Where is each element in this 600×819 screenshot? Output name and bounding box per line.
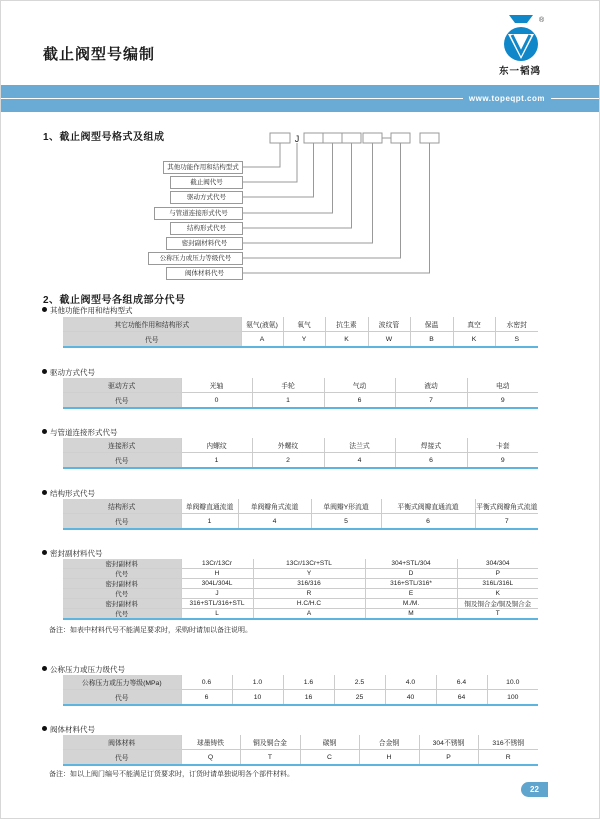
brand-name: 东一韬鸿 bbox=[498, 66, 541, 77]
table-row bbox=[63, 453, 538, 468]
diagram-label: 密封副材料代号 bbox=[166, 237, 243, 250]
table-cell: 铜及铜合金/铜及铜合金 bbox=[457, 599, 538, 609]
table-cell: 316L/316L bbox=[457, 579, 538, 589]
table-bullet-heading: 密封副材料代号 bbox=[42, 548, 103, 559]
diagram-label: 其他功能作用和结构型式 bbox=[163, 161, 243, 174]
table-cell: 6 bbox=[395, 453, 467, 468]
table-row bbox=[63, 569, 538, 579]
table-cell: 316不锈钢 bbox=[478, 735, 538, 750]
table-cell: 40 bbox=[385, 690, 436, 705]
table-cell: 内螺纹 bbox=[181, 438, 252, 453]
banner-rule-right bbox=[551, 98, 600, 99]
table-row bbox=[63, 332, 538, 347]
table-cell: 平衡式阀瓣直通流道 bbox=[381, 499, 475, 514]
row-header-cell: 密封副材料 bbox=[63, 599, 181, 609]
table-cell: R bbox=[253, 589, 365, 599]
model-code-box bbox=[270, 133, 290, 143]
table-cell: 4 bbox=[238, 514, 311, 529]
table-cell: B bbox=[410, 332, 453, 347]
bullet-icon bbox=[42, 726, 47, 731]
table-cell: 316/316 bbox=[253, 579, 365, 589]
diagram-label: 驱动方式代号 bbox=[170, 191, 243, 204]
table-bullet-heading: 结构形式代号 bbox=[42, 488, 95, 499]
banner bbox=[1, 85, 600, 112]
table-cell: 1.0 bbox=[232, 675, 283, 690]
table-cell: 13Cr/13Cr bbox=[181, 559, 253, 569]
model-code-box bbox=[420, 133, 439, 143]
table-cell: 氧气 bbox=[283, 317, 325, 332]
table-cell: H bbox=[181, 569, 253, 579]
table-cell: 7 bbox=[395, 393, 467, 408]
table-cell: M bbox=[365, 609, 457, 619]
table-row bbox=[63, 690, 538, 705]
row-header-cell: 代号 bbox=[63, 609, 181, 619]
table-bullet-heading: 驱动方式代号 bbox=[42, 367, 95, 378]
table-cell: 光轴 bbox=[181, 378, 252, 393]
table-cell: 5 bbox=[311, 514, 381, 529]
row-header-cell: 代号 bbox=[63, 393, 181, 408]
table-cell: M./M. bbox=[365, 599, 457, 609]
table-cell: P bbox=[457, 569, 538, 579]
table-cell: 304/304 bbox=[457, 559, 538, 569]
table-cell: R bbox=[478, 750, 538, 765]
table-cell: 1 bbox=[252, 393, 324, 408]
banner-url: www.topeqpt.com bbox=[468, 94, 545, 103]
table-cell: C bbox=[300, 750, 359, 765]
model-code-box bbox=[323, 133, 342, 143]
table-cell: 碳钢 bbox=[300, 735, 359, 750]
note-text: 备注：如表中材料代号不能满足要求时，采购时请加以备注说明。 bbox=[49, 627, 252, 634]
table-row bbox=[63, 609, 538, 619]
row-header-cell: 代号 bbox=[63, 569, 181, 579]
table-cell: L bbox=[181, 609, 253, 619]
table-cell: 1 bbox=[181, 453, 252, 468]
model-code-box bbox=[342, 133, 361, 143]
table-drive-mode bbox=[63, 378, 538, 409]
table-seal-material bbox=[63, 559, 538, 620]
table-cell: 100 bbox=[487, 690, 538, 705]
row-header-cell: 代号 bbox=[63, 750, 181, 765]
row-header-cell: 驱动方式 bbox=[63, 378, 181, 393]
table-bullet-heading: 其他功能作用和结构型式 bbox=[42, 305, 133, 316]
table-other-functions bbox=[63, 317, 538, 348]
bullet-icon bbox=[42, 550, 47, 555]
row-header-cell: 代号 bbox=[63, 332, 241, 347]
model-letter: J bbox=[294, 134, 300, 144]
table-row bbox=[63, 735, 538, 750]
banner-rule-left bbox=[1, 98, 463, 99]
table-cell: 1.6 bbox=[283, 675, 334, 690]
model-code-box bbox=[304, 133, 323, 143]
table-connection-form bbox=[63, 438, 538, 469]
table-cell: 手轮 bbox=[252, 378, 324, 393]
table-cell: 水密封 bbox=[495, 317, 538, 332]
table-cell: 气动 bbox=[324, 378, 395, 393]
table-cell: 卡套 bbox=[467, 438, 538, 453]
diagram-label: 与管道连接形式代号 bbox=[154, 207, 243, 220]
table-cell: 25 bbox=[334, 690, 385, 705]
table-cell: 10 bbox=[232, 690, 283, 705]
table-cell: T bbox=[240, 750, 300, 765]
table-row bbox=[63, 317, 538, 332]
table-row bbox=[63, 589, 538, 599]
table-cell: 外螺纹 bbox=[252, 438, 324, 453]
table-cell: 球墨铸铁 bbox=[181, 735, 240, 750]
table-cell: H.C/H.C bbox=[253, 599, 365, 609]
table-cell: 10.0 bbox=[487, 675, 538, 690]
row-header-cell: 密封副材料 bbox=[63, 559, 181, 569]
table-cell: Y bbox=[253, 569, 365, 579]
table-cell: 4.0 bbox=[385, 675, 436, 690]
table-cell: D bbox=[365, 569, 457, 579]
page-title: 截止阀型号编制 bbox=[43, 46, 156, 63]
section-1-heading: 1、截止阀型号格式及组成 bbox=[43, 132, 165, 143]
table-cell: 0.6 bbox=[181, 675, 232, 690]
row-header-cell: 其它功能作用和结构形式 bbox=[63, 317, 241, 332]
table-cell: 2.5 bbox=[334, 675, 385, 690]
table-cell: S bbox=[495, 332, 538, 347]
table-row bbox=[63, 750, 538, 765]
note-text: 备注：如以上阀门编号不能满足订货要求时，订货时请单独说明各个部件材料。 bbox=[49, 771, 294, 778]
table-cell: 16 bbox=[283, 690, 334, 705]
table-cell: P bbox=[419, 750, 478, 765]
registered-mark: ® bbox=[539, 17, 545, 24]
table-cell: 焊接式 bbox=[395, 438, 467, 453]
table-bullet-heading: 阀体材料代号 bbox=[42, 724, 95, 735]
table-cell: 7 bbox=[475, 514, 538, 529]
table-cell: H bbox=[359, 750, 419, 765]
table-cell: W bbox=[368, 332, 410, 347]
table-cell: K bbox=[453, 332, 495, 347]
table-bullet-heading: 与管道连接形式代号 bbox=[42, 427, 118, 438]
table-cell: 304不锈钢 bbox=[419, 735, 478, 750]
table-structure-form bbox=[63, 499, 538, 530]
model-code-box bbox=[391, 133, 410, 143]
table-cell: 波纹管 bbox=[368, 317, 410, 332]
row-header-cell: 代号 bbox=[63, 453, 181, 468]
table-row bbox=[63, 499, 538, 514]
table-cell: 液动 bbox=[395, 378, 467, 393]
table-cell: 单阀瓣Y形流道 bbox=[311, 499, 381, 514]
table-cell: K bbox=[457, 589, 538, 599]
table-cell: 6.4 bbox=[436, 675, 487, 690]
table-cell: 法兰式 bbox=[324, 438, 395, 453]
table-row bbox=[63, 599, 538, 609]
table-cell: 铜及铜合金 bbox=[240, 735, 300, 750]
table-cell: 6 bbox=[324, 393, 395, 408]
table-cell: E bbox=[365, 589, 457, 599]
diagram-label: 结构形式代号 bbox=[170, 222, 243, 235]
table-cell: 抗生素 bbox=[325, 317, 368, 332]
table-row bbox=[63, 579, 538, 589]
table-row bbox=[63, 559, 538, 569]
table-cell: 9 bbox=[467, 453, 538, 468]
table-cell: 电动 bbox=[467, 378, 538, 393]
row-header-cell: 密封副材料 bbox=[63, 579, 181, 589]
table-cell: 6 bbox=[181, 690, 232, 705]
table-cell: 304+STL/304 bbox=[365, 559, 457, 569]
table-cell: A bbox=[241, 332, 283, 347]
table-cell: A bbox=[253, 609, 365, 619]
table-bullet-heading: 公称压力或压力级代号 bbox=[42, 664, 125, 675]
bullet-icon bbox=[42, 666, 47, 671]
table-cell: 9 bbox=[467, 393, 538, 408]
brand-logo-icon bbox=[500, 14, 546, 62]
table-cell: 13Cr/13Cr+STL bbox=[253, 559, 365, 569]
table-cell: J bbox=[181, 589, 253, 599]
table-row bbox=[63, 378, 538, 393]
table-row bbox=[63, 438, 538, 453]
table-row bbox=[63, 514, 538, 529]
bullet-icon bbox=[42, 490, 47, 495]
table-row bbox=[63, 675, 538, 690]
row-header-cell: 代号 bbox=[63, 690, 181, 705]
table-cell: K bbox=[325, 332, 368, 347]
table-cell: T bbox=[457, 609, 538, 619]
row-header-cell: 代号 bbox=[63, 514, 181, 529]
table-cell: 1 bbox=[181, 514, 238, 529]
section-2-heading: 2、截止阀型号各组成部分代号 bbox=[43, 295, 186, 306]
bullet-icon bbox=[42, 307, 47, 312]
table-cell: 真空 bbox=[453, 317, 495, 332]
table-cell: 0 bbox=[181, 393, 252, 408]
diagram-label: 截止阀代号 bbox=[170, 176, 243, 189]
table-cell: 氨气(液氨) bbox=[241, 317, 283, 332]
row-header-cell: 结构形式 bbox=[63, 499, 181, 514]
table-cell: 4 bbox=[324, 453, 395, 468]
row-header-cell: 代号 bbox=[63, 589, 181, 599]
bullet-icon bbox=[42, 369, 47, 374]
table-cell: 316+STL/316+STL bbox=[181, 599, 253, 609]
bullet-icon bbox=[42, 429, 47, 434]
diagram-label: 阀体材料代号 bbox=[166, 267, 243, 280]
table-pressure-class bbox=[63, 675, 538, 706]
row-header-cell: 公称压力或压力等级(MPa) bbox=[63, 675, 181, 690]
table-cell: 平衡式阀瓣角式流道 bbox=[475, 499, 538, 514]
table-cell: 316+STL/316* bbox=[365, 579, 457, 589]
model-code-box bbox=[363, 133, 382, 143]
table-cell: 合金钢 bbox=[359, 735, 419, 750]
table-cell: 保温 bbox=[410, 317, 453, 332]
table-row bbox=[63, 393, 538, 408]
table-cell: 64 bbox=[436, 690, 487, 705]
table-cell: 304L/304L bbox=[181, 579, 253, 589]
table-cell: 2 bbox=[252, 453, 324, 468]
diagram-label: 公称压力或压力等级代号 bbox=[148, 252, 243, 265]
table-cell: 6 bbox=[381, 514, 475, 529]
table-cell: Q bbox=[181, 750, 240, 765]
row-header-cell: 连接形式 bbox=[63, 438, 181, 453]
row-header-cell: 阀体材料 bbox=[63, 735, 181, 750]
table-body-material bbox=[63, 735, 538, 766]
model-format-diagram bbox=[1, 126, 600, 291]
table-cell: 单阀瓣直通流道 bbox=[181, 499, 238, 514]
table-cell: 单阀瓣角式流道 bbox=[238, 499, 311, 514]
page-number-badge: 22 bbox=[521, 782, 548, 797]
table-cell: Y bbox=[283, 332, 325, 347]
